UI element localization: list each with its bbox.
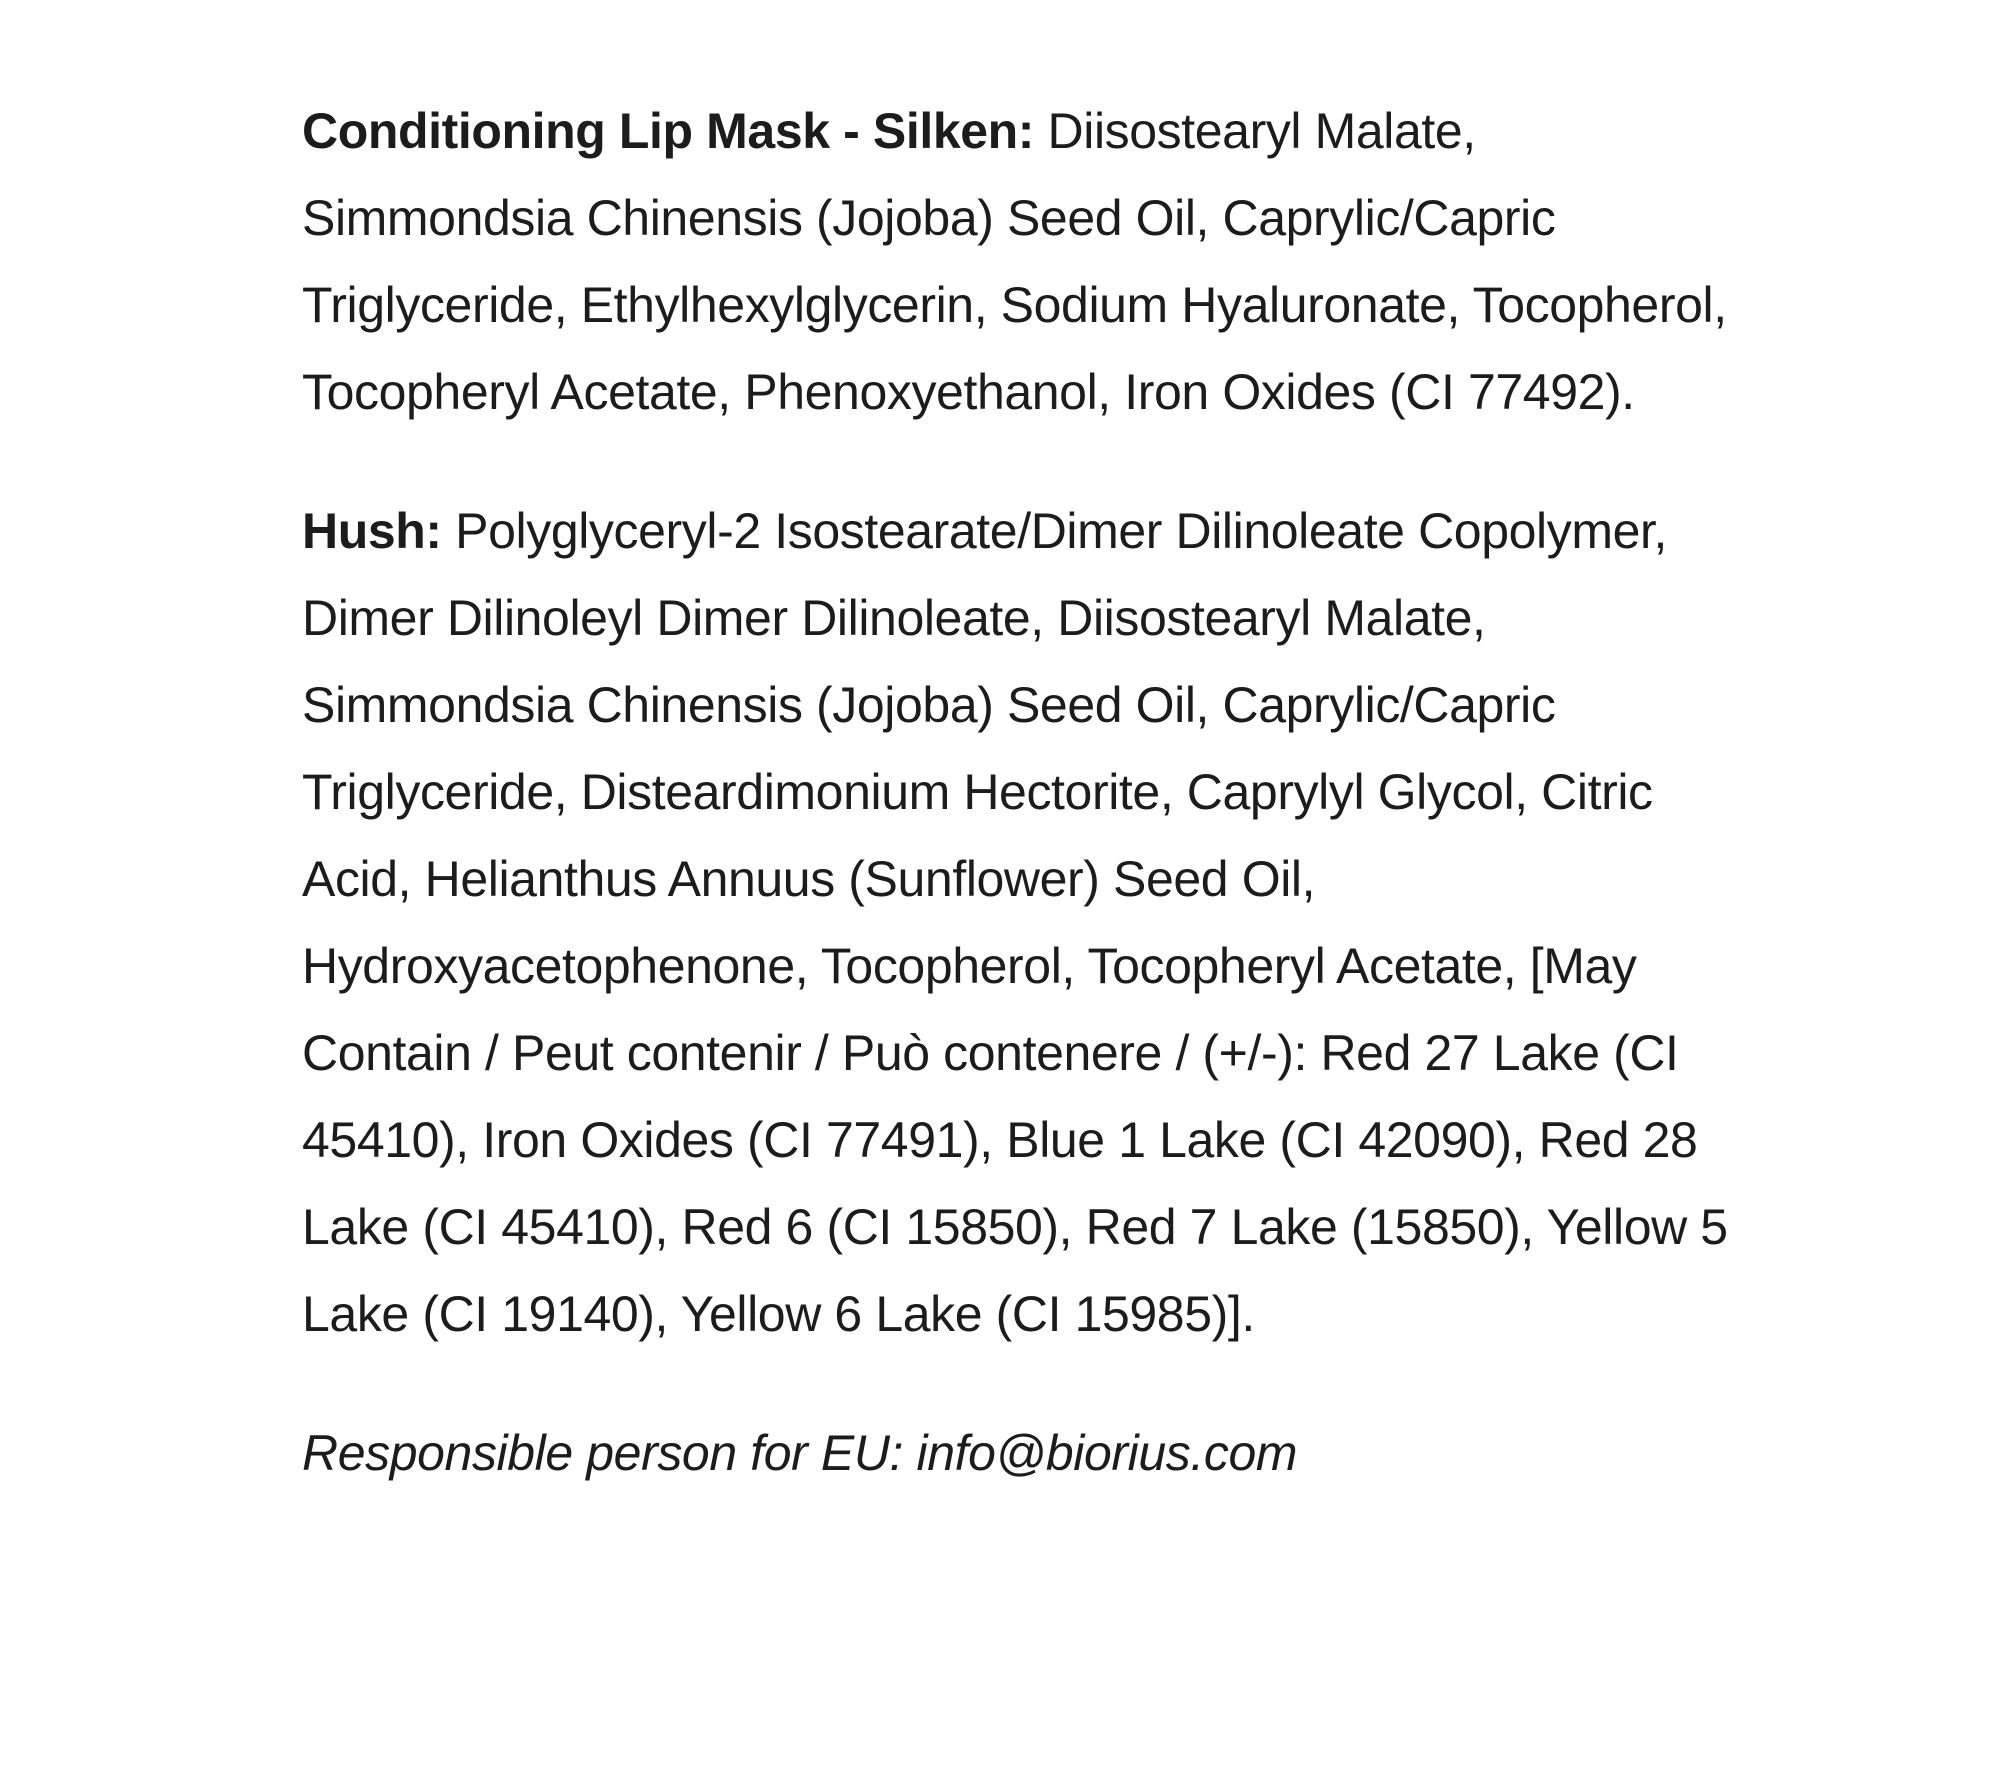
hush-ingredients-paragraph xyxy=(302,488,1742,1358)
eu-responsible-person-note: Responsible person for EU: info@biorius.com xyxy=(302,1425,1298,1481)
silken-ingredients-paragraph xyxy=(302,88,1742,436)
silken-ingredient-list: Diisostearyl Malate, Simmondsia Chinensis (Jojoba) Seed Oil, Caprylic/Capric Triglyceride, Ethylhexylglycerin, Sodium Hyaluronate, Tocopherol, Tocopheryl Acetate, Phenoxyethanol, Iron Oxides (CI 77492). xyxy=(302,103,1727,420)
hush-product-name: Hush: xyxy=(302,503,442,559)
hush-ingredient-list: Polyglyceryl-2 Isostearate/Dimer Dilinoleate Copolymer, Dimer Dilinoleyl Dimer Dilinoleate, Diisostearyl Malate, Simmondsia Chinensis (Jojoba) Seed Oil, Caprylic/Capric Triglyceride, Disteardimonium Hectorite, Caprylyl Glycol, Citric Acid, Helianthus Annuus (Sunflower) Seed Oil, Hydroxyacetophenone, Tocopherol, Tocopheryl Acetate, [May Contain / Peut contenir / Può contenere / (+/-): Red 27 Lake (CI 45410), Iron Oxides (CI 77491), Blue 1 Lake (CI 42090), Red 28 Lake (CI 45410), Red 6 (CI 15850), Red 7 Lake (15850), Yellow 5 Lake (CI 19140), Yellow 6 Lake (CI 15985)]. xyxy=(302,503,1728,1342)
silken-product-name: Conditioning Lip Mask - Silken: xyxy=(302,103,1035,159)
ingredients-document xyxy=(302,88,1742,1497)
